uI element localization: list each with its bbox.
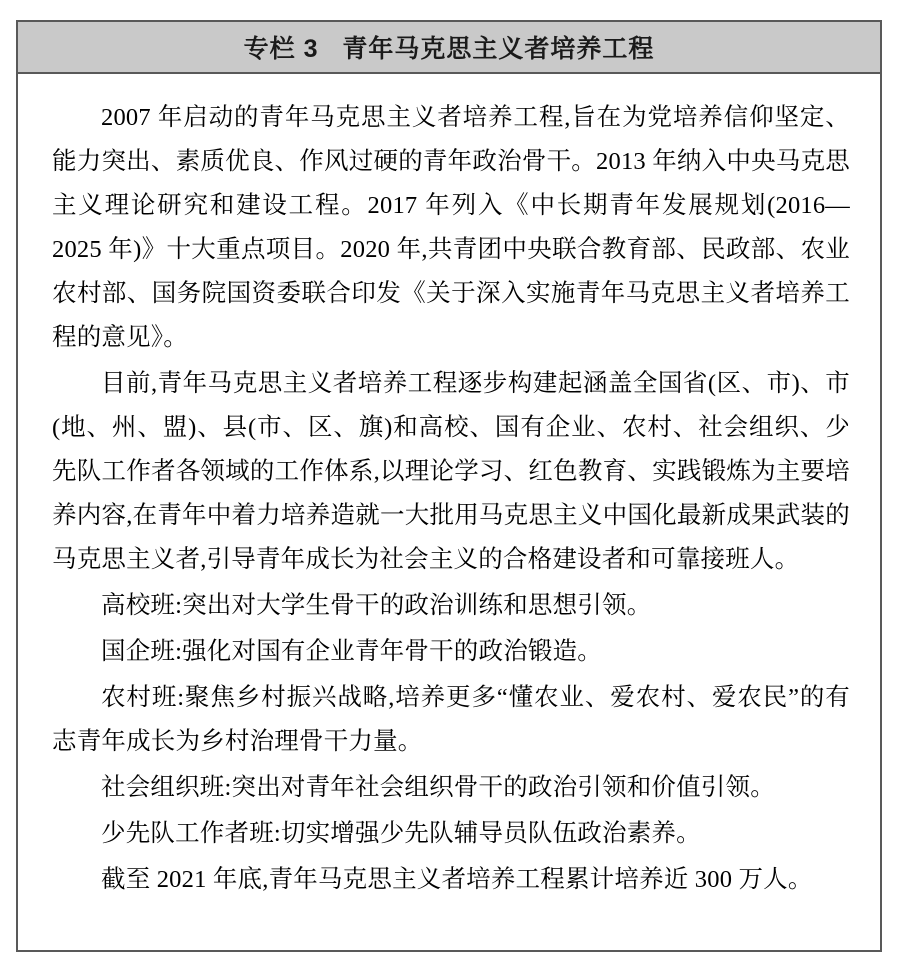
paragraph: 社会组织班:突出对青年社会组织骨干的政治引领和价值引领。 <box>101 774 775 801</box>
paragraph: 2007 年启动的青年马克思主义者培养工程,旨在为党培养信仰坚定、能力突出、素质优良、作风过硬的青年政治骨干。2013 年纳入中央马克思主义理论研究和建设工程。2017 年列入《中长期青年发展规划(2016—2025 年)》十大重点项目。2020 年,共青团中央联合教育部、民政部、农业农村部、国务院国资委联合印发《关于深入实施青年马克思主义者培养工程的意见》。 <box>52 104 850 351</box>
paragraph: 目前,青年马克思主义者培养工程逐步构建起涵盖全国省(区、市)、市(地、州、盟)、县(市、区、旗)和高校、国有企业、农村、社会组织、少先队工作者各领域的工作体系,以理论学习、红色教育、实践锻炼为主要培养内容,在青年中着力培养造就一大批用马克思主义中国化最新成果武装的马克思主义者,引导青年成长为社会主义的合格建设者和可靠接班人。 <box>52 370 850 573</box>
paragraph: 国企班:强化对国有企业青年骨干的政治锻造。 <box>101 638 603 665</box>
paragraph: 农村班:聚焦乡村振兴战略,培养更多“懂农业、爱农村、爱农民”的有志青年成长为乡村治理骨干力量。 <box>52 684 850 755</box>
callout-box <box>16 20 882 952</box>
paragraph: 截至 2021 年底,青年马克思主义者培养工程累计培养近 300 万人。 <box>101 866 813 893</box>
paragraph: 少先队工作者班:切实增强少先队辅导员队伍政治素养。 <box>101 820 701 847</box>
callout-box-body <box>18 74 880 914</box>
callout-box-header <box>18 22 880 74</box>
paragraph: 高校班:突出对大学生骨干的政治训练和思想引领。 <box>101 592 652 619</box>
callout-box-title: 专栏 3 青年马克思主义者培养工程 <box>243 35 655 63</box>
